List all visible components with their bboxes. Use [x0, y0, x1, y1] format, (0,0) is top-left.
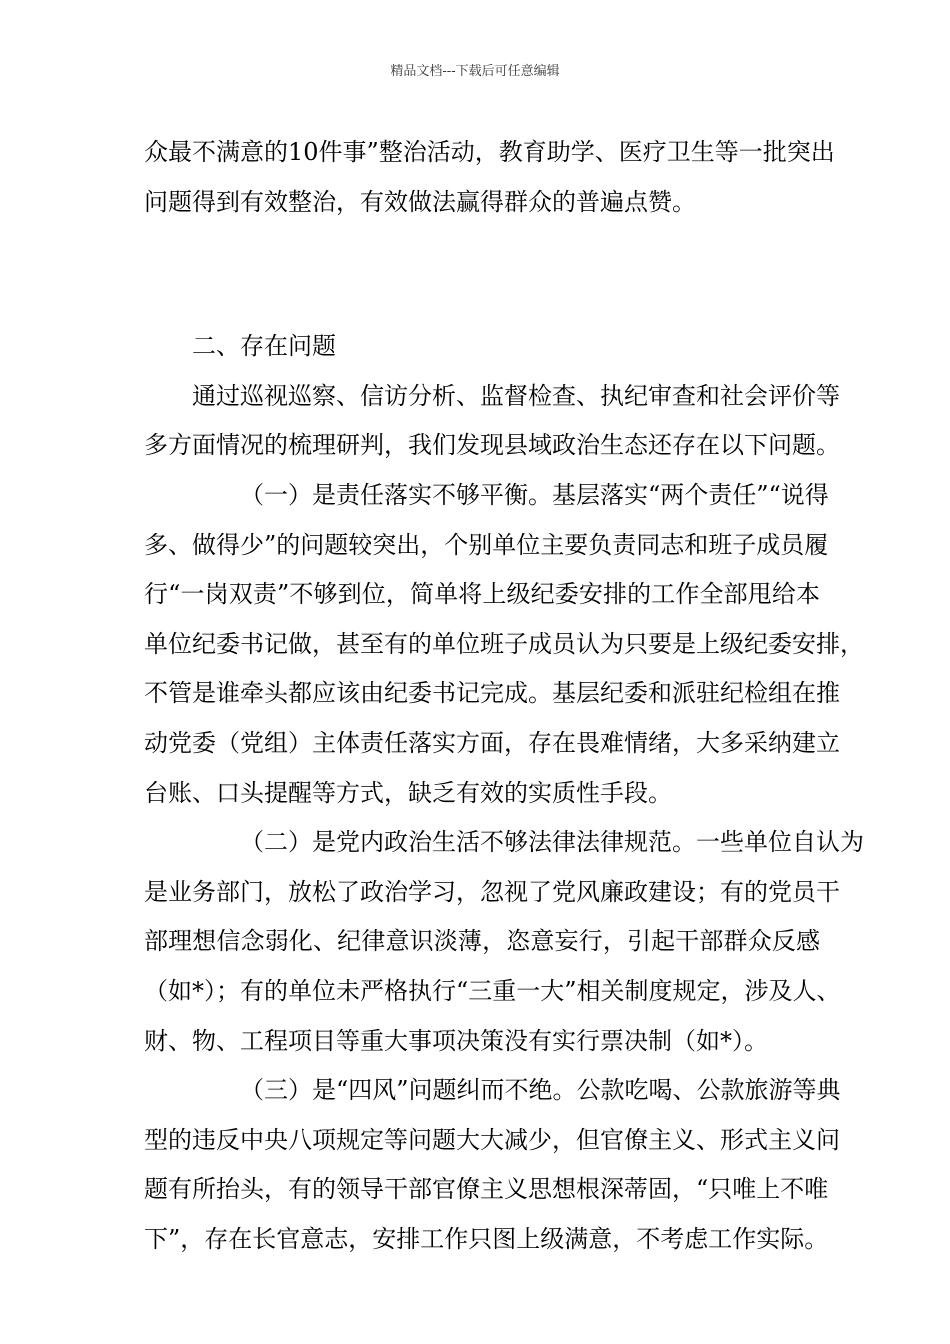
- section-heading: [144, 322, 820, 372]
- text-line: 众最不满意的10件事”整治活动，教育助学、医疗卫生等一批突出: [144, 138, 835, 166]
- text-line: 部理想信念弱化、纪律意识淡薄，恣意妄行，引起干部群众反感: [144, 927, 820, 956]
- text-line: （三）是“四风”问题纠而不绝。公款吃喝、公款旅游等典: [240, 1076, 841, 1105]
- paragraph-intro: [144, 372, 840, 471]
- text-line: 下”，存在长官意志，安排工作只图上级满意，不考虑工作实际。: [144, 1224, 829, 1253]
- text-line: （二）是党内政治生活不够法律法律规范。一些单位自认为: [240, 828, 864, 857]
- text-line: 财、物、工程项目等重大事项决策没有实行票决制（如*）。: [144, 1026, 768, 1055]
- page-header: 精品文档---下载后可任意编辑: [390, 64, 560, 79]
- text-line: 多、做得少”的问题较突出，个别单位主要负责同志和班子成员履: [144, 530, 829, 559]
- text-line: 行“一岗双责”不够到位，简单将上级纪委安排的工作全部甩给本: [144, 580, 820, 609]
- text-line: 问题得到有效整治，有效做法赢得群众的普遍点赞。: [144, 187, 696, 216]
- text-line: （如*）；有的单位未严格执行“三重一大”相关制度规定，涉及人、: [144, 976, 841, 1005]
- text-line: 动党委（党组）主体责任落实方面，存在畏难情绪，大多采纳建立: [144, 728, 840, 757]
- heading-text: 二、存在问题: [192, 332, 336, 361]
- paragraph-item-2: [144, 818, 864, 1066]
- paragraph-item-1: [144, 471, 864, 818]
- text-line: 台账、口头提醒等方式，缺乏有效的实质性手段。: [144, 778, 672, 807]
- text-line: 是业务部门，放松了政治学习，忽视了党风廉政建设；有的党员干: [144, 877, 840, 906]
- paragraph-gap: [144, 227, 820, 322]
- text-line: 通过巡视巡察、信访分析、监督检查、执纪审查和社会评价等: [192, 381, 840, 410]
- text-line: 题有所抬头，有的领导干部官僚主义思想根深蒂固，“只唯上不唯: [144, 1175, 829, 1204]
- paragraph-item-3: [144, 1066, 841, 1264]
- text-line: 多方面情况的梳理研判，我们发现县域政治生态还存在以下问题。: [144, 431, 840, 460]
- text-line: （一）是责任落实不够平衡。基层落实“两个责任”“说得: [240, 480, 829, 509]
- text-line: 不管是谁牵头都应该由纪委书记完成。基层纪委和派驻纪检组在推: [144, 679, 840, 708]
- document-body: [144, 128, 864, 1264]
- paragraph-continued: [144, 128, 835, 227]
- text-line: 单位纪委书记做，甚至有的单位班子成员认为只要是上级纪委安排，: [144, 629, 864, 658]
- text-line: 型的违反中央八项规定等问题大大减少，但官僚主义、形式主义问: [144, 1125, 840, 1154]
